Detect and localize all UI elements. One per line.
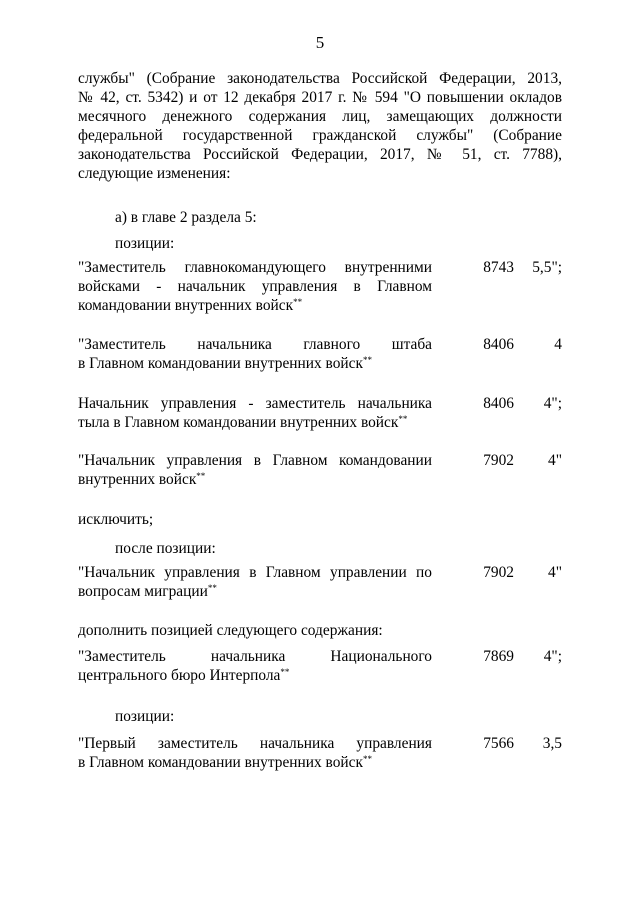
position-code: 8743 bbox=[483, 259, 514, 276]
page-number: 5 bbox=[315, 33, 325, 52]
position-title-text: в Главном командовании внутренних войск bbox=[78, 753, 363, 771]
positions-label: позиции: bbox=[115, 235, 175, 252]
position-title-text: вопросам миграции bbox=[78, 582, 208, 600]
intro-line: службы" (Собрание законодательства Российской Федерации, 2013, bbox=[78, 70, 562, 87]
position-title bbox=[78, 395, 432, 433]
positions-label: позиции: bbox=[115, 708, 175, 725]
position-title-line: "Начальник управления в Главном управлении по bbox=[78, 564, 432, 581]
footnote-mark: ** bbox=[207, 582, 217, 593]
position-title-text: внутренних войск bbox=[78, 470, 197, 488]
position-title-line bbox=[78, 414, 432, 433]
position-entry bbox=[78, 564, 562, 602]
footnote-mark: ** bbox=[362, 354, 372, 365]
intro-line: № 42, ст. 5342) и от 12 декабря 2017 г. № 594 "О повышении окладов bbox=[78, 88, 562, 106]
position-title-line bbox=[78, 471, 432, 490]
position-grade: 4" bbox=[548, 452, 562, 469]
position-title-line bbox=[78, 754, 432, 773]
exclude-text: исключить; bbox=[78, 511, 154, 528]
position-grade: 3,5 bbox=[542, 735, 562, 752]
position-title bbox=[78, 259, 432, 316]
supplement-text: дополнить позицией следующего содержания: bbox=[78, 622, 383, 639]
position-grade: 4"; bbox=[543, 395, 562, 412]
position-code: 8406 bbox=[483, 336, 514, 353]
intro-line: месячного денежного содержания лиц, замещающих должности bbox=[78, 107, 562, 125]
position-entry bbox=[78, 452, 562, 490]
position-entry bbox=[78, 735, 562, 773]
position-entry bbox=[78, 259, 562, 316]
position-title bbox=[78, 564, 432, 602]
position-title-line: "Заместитель начальника главного штаба bbox=[78, 336, 432, 353]
position-code: 7566 bbox=[483, 735, 514, 752]
position-title bbox=[78, 735, 432, 773]
position-title bbox=[78, 648, 432, 686]
position-code: 7902 bbox=[483, 564, 514, 581]
position-title-line: "Первый заместитель начальника управления bbox=[78, 735, 432, 752]
position-title-text: в Главном командовании внутренних войск bbox=[78, 354, 363, 372]
position-title-text: командовании внутренних войск bbox=[78, 296, 294, 314]
footnote-mark: ** bbox=[280, 666, 290, 677]
footnote-mark: ** bbox=[293, 296, 303, 307]
position-title-line bbox=[78, 583, 432, 602]
position-code: 8406 bbox=[483, 395, 514, 412]
position-entry bbox=[78, 395, 562, 433]
intro-line: следующие изменения: bbox=[78, 164, 231, 182]
after-position-label: после позиции: bbox=[115, 540, 216, 557]
position-title-text: тыла в Главном командовании внутренних войск bbox=[78, 413, 399, 431]
intro-line: федеральной государственной гражданской службы" (Собрание bbox=[78, 126, 562, 144]
position-title-line: войсками - начальник управления в Главном bbox=[78, 277, 432, 295]
position-title-line bbox=[78, 297, 432, 316]
position-title-line bbox=[78, 355, 432, 374]
position-grade: 5,5"; bbox=[532, 259, 562, 276]
intro-line: законодательства Российской Федерации, 2017, № 51, ст. 7788), bbox=[78, 145, 562, 163]
position-title-line bbox=[78, 667, 432, 686]
position-grade: 4"; bbox=[543, 648, 562, 665]
position-entry bbox=[78, 648, 562, 686]
clause-a: а) в главе 2 раздела 5: bbox=[115, 209, 257, 226]
position-title bbox=[78, 336, 432, 374]
position-grade: 4 bbox=[554, 336, 562, 353]
position-title-line: "Заместитель главнокомандующего внутренними bbox=[78, 259, 432, 276]
position-code: 7869 bbox=[483, 648, 514, 665]
position-title-line: "Заместитель начальника Национального bbox=[78, 648, 432, 665]
footnote-mark: ** bbox=[196, 470, 206, 481]
position-code: 7902 bbox=[483, 452, 514, 469]
footnote-mark: ** bbox=[362, 753, 372, 764]
position-title-line: Начальник управления - заместитель начальника bbox=[78, 395, 432, 412]
position-title bbox=[78, 452, 432, 490]
intro-paragraph bbox=[78, 70, 562, 183]
position-entry bbox=[78, 336, 562, 374]
position-title-text: центрального бюро Интерпола bbox=[78, 666, 281, 684]
position-title-line: "Начальник управления в Главном командовании bbox=[78, 452, 432, 469]
position-grade: 4" bbox=[548, 564, 562, 581]
footnote-mark: ** bbox=[398, 413, 408, 424]
